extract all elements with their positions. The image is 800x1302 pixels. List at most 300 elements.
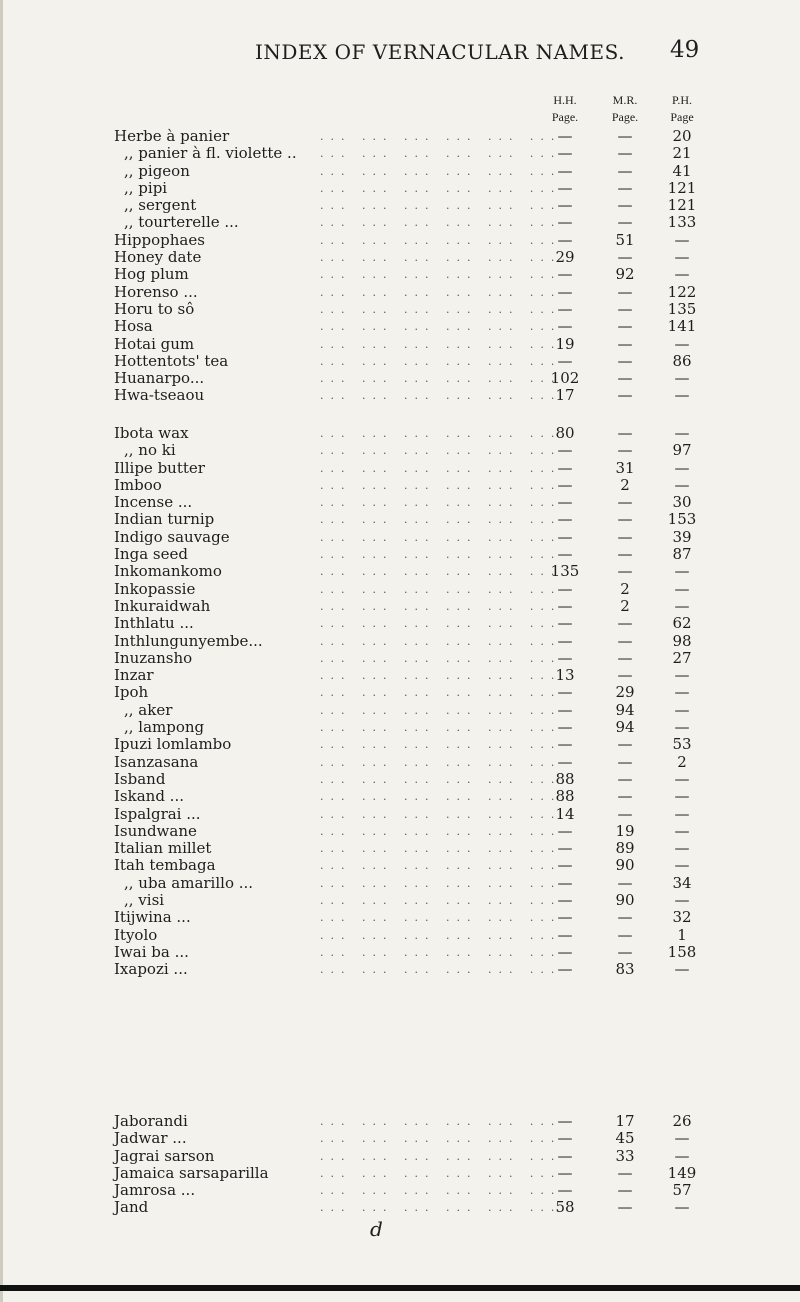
hh-page: — (557, 596, 573, 615)
leader-dots: ... ... ... ... ... ... (320, 147, 562, 161)
ph-page: 122 (667, 282, 697, 301)
leader-dots: ... ... ... ... ... ... (320, 130, 562, 143)
entry-name: Hog plum (114, 265, 189, 284)
hh-page: — (557, 839, 573, 858)
index-entry (0, 232, 800, 249)
entry-name: ,, aker (124, 700, 173, 719)
mr-page: 19 (615, 821, 635, 840)
ph-page: 87 (672, 545, 692, 564)
mr-page: 17 (615, 1112, 635, 1130)
index-entry (0, 1113, 800, 1130)
leader-dots: ... ... ... ... ... ... (320, 876, 562, 890)
entry-name: Jagrai sarson (114, 1146, 215, 1165)
ph-page: 27 (672, 648, 692, 667)
index-entry (0, 684, 800, 701)
ph-page: — (674, 579, 690, 598)
entry-name: Inkopassie (114, 579, 196, 598)
hh-page: — (557, 317, 573, 336)
mr-page: — (617, 317, 633, 336)
mr-page: — (617, 631, 633, 650)
entry-name: Jand (114, 1198, 149, 1217)
index-entry (0, 145, 800, 162)
entry-name: Hwa-tseaou (114, 386, 205, 405)
mr-page: 29 (615, 683, 635, 702)
ph-page: — (674, 856, 690, 875)
index-entry (0, 598, 800, 615)
index-entry (0, 719, 800, 736)
column-header-mr: M.R. (612, 93, 638, 107)
entry-name: Horenso ... (114, 282, 198, 301)
mr-page: — (617, 441, 633, 460)
entry-name: Huanarpo... (114, 369, 205, 388)
mr-page: — (617, 334, 633, 353)
index-entry (0, 318, 800, 335)
mr-page: — (617, 873, 633, 892)
index-entry (0, 736, 800, 753)
entry-name: ,, tourterelle ... (124, 213, 239, 232)
hh-page: — (557, 282, 573, 301)
hh-page: — (557, 821, 573, 840)
mr-page: — (617, 248, 633, 267)
index-entry (0, 875, 800, 892)
hh-page: 14 (555, 804, 575, 823)
ph-page: — (674, 700, 690, 719)
mr-page: — (617, 1181, 633, 1200)
index-section-h (0, 128, 800, 405)
ph-page: 153 (667, 510, 697, 529)
mr-page: — (617, 735, 633, 754)
index-entry (0, 370, 800, 387)
leader-dots: ... ... ... ... ... ... (320, 216, 562, 230)
mr-page: — (617, 527, 633, 546)
entry-name: Indian turnip (114, 510, 215, 529)
entry-name: ,, pigeon (124, 161, 190, 180)
hh-page: — (557, 873, 573, 892)
mr-page: — (617, 144, 633, 163)
mr-page: — (617, 510, 633, 529)
mr-page: — (617, 769, 633, 788)
entry-name: Hippophaes (114, 230, 205, 249)
ph-page: 158 (667, 942, 697, 961)
index-entry (0, 702, 800, 719)
mr-page: — (617, 127, 633, 145)
entry-name: ,, sergent (124, 196, 197, 215)
entry-name: ,, uba amarillo ... (124, 873, 254, 892)
leader-dots: ... ... ... ... ... ... (320, 686, 562, 700)
leader-dots: ... ... ... ... ... ... (320, 669, 562, 683)
hh-page: — (557, 351, 573, 370)
leader-dots: ... ... ... ... ... ... (320, 1149, 562, 1163)
leader-dots: ... ... ... ... ... ... (320, 513, 562, 527)
mr-page: 92 (615, 265, 635, 284)
entry-name: ,, lampong (124, 718, 205, 737)
entry-name: Inuzansho (114, 648, 193, 667)
ph-page: — (674, 718, 690, 737)
index-entry (0, 667, 800, 684)
entry-name: Iskand ... (114, 787, 184, 806)
leader-dots: ... ... ... ... ... ... (320, 738, 562, 752)
index-entry (0, 477, 800, 494)
entry-name: Inkuraidwah (114, 596, 211, 615)
index-entry (0, 180, 800, 197)
leader-dots: ... ... ... ... ... ... (320, 772, 562, 786)
ph-page: 98 (672, 631, 692, 650)
entry-name: Jadwar ... (114, 1129, 187, 1148)
hh-page: — (557, 493, 573, 512)
leader-dots: ... ... ... ... ... ... (320, 807, 562, 821)
entry-name: Honey date (114, 248, 202, 267)
leader-dots: ... ... ... ... ... ... (320, 461, 562, 475)
ph-page: — (674, 386, 690, 405)
leader-dots: ... ... ... ... ... ... (320, 181, 562, 195)
ph-page: 1 (677, 925, 687, 944)
leader-dots: ... ... ... ... ... ... (320, 599, 562, 613)
ph-page: — (674, 562, 690, 581)
entry-name: Indigo sauvage (114, 527, 230, 546)
hh-page: — (557, 161, 573, 180)
hh-page: — (557, 942, 573, 961)
entry-name: Itijwina ... (114, 908, 191, 927)
entry-name: Hottentots' tea (114, 351, 229, 370)
entry-name: Isundwane (114, 821, 197, 840)
ph-page: 26 (672, 1112, 692, 1130)
mr-page: 31 (615, 458, 635, 477)
hh-page: 102 (550, 369, 580, 388)
leader-dots: ... ... ... ... ... ... (320, 354, 562, 368)
index-entry (0, 1165, 800, 1182)
hh-page: — (557, 178, 573, 197)
ph-page: — (674, 369, 690, 388)
mr-page: 2 (620, 475, 630, 494)
ph-page: 121 (667, 178, 697, 197)
hh-page: 19 (555, 334, 575, 353)
hh-page: — (557, 1181, 573, 1200)
leader-dots: ... ... ... ... ... ... (320, 444, 562, 458)
entry-name: Ipoh (114, 683, 149, 702)
mr-page: — (617, 752, 633, 771)
ph-page: 21 (672, 144, 692, 163)
ph-page: 20 (672, 127, 692, 145)
ph-page: — (674, 787, 690, 806)
page-number: 49 (670, 37, 700, 63)
running-head: INDEX OF VERNACULAR NAMES. (255, 40, 625, 64)
index-entry (0, 529, 800, 546)
mr-page: 51 (615, 230, 635, 249)
ph-page: — (674, 248, 690, 267)
mr-page: — (617, 386, 633, 405)
leader-dots: ... ... ... ... ... ... (320, 285, 562, 299)
index-entry (0, 581, 800, 598)
index-section-j (0, 1113, 800, 1217)
mr-page: — (617, 787, 633, 806)
column-subheader-mr: Page. (611, 110, 639, 124)
ph-page: — (674, 839, 690, 858)
column-header-hh: H.H. (553, 93, 577, 107)
ph-page: — (674, 891, 690, 910)
mr-page: — (617, 648, 633, 667)
leader-dots: ... ... ... ... ... ... (320, 251, 562, 265)
entry-name: Inzar (114, 666, 154, 685)
hh-page: — (557, 631, 573, 650)
leader-dots: ... ... ... ... ... ... (320, 565, 562, 579)
hh-page: — (557, 718, 573, 737)
mr-page: — (617, 493, 633, 512)
hh-page: 17 (555, 386, 575, 405)
ph-page: 2 (677, 752, 687, 771)
ph-page: 57 (672, 1181, 692, 1200)
mr-page: — (617, 369, 633, 388)
index-entry (0, 961, 800, 978)
entry-name: Inkomankomo (114, 562, 222, 581)
leader-dots: ... ... ... ... ... ... (320, 755, 562, 769)
entry-name: Ipuzi lomlambo (114, 735, 232, 754)
mr-page: — (617, 562, 633, 581)
ph-page: — (674, 683, 690, 702)
hh-page: — (557, 960, 573, 979)
hh-page: — (557, 1146, 573, 1165)
leader-dots: ... ... ... ... ... ... (320, 268, 562, 282)
index-entry (0, 442, 800, 459)
leader-dots: ... ... ... ... ... ... (320, 859, 562, 873)
hh-page: 13 (555, 666, 575, 685)
index-entry (0, 301, 800, 318)
entry-name: Ityolo (114, 925, 158, 944)
index-entry (0, 284, 800, 301)
mr-page: 2 (620, 579, 630, 598)
index-entry (0, 633, 800, 650)
hh-page: — (557, 527, 573, 546)
leader-dots: ... ... ... ... ... ... (320, 945, 562, 959)
entry-name: Isanzasana (114, 752, 199, 771)
index-entry (0, 944, 800, 961)
ph-page: — (674, 458, 690, 477)
mr-page: 94 (615, 718, 635, 737)
hh-page: 29 (555, 248, 575, 267)
index-entry (0, 249, 800, 266)
mr-page: — (617, 196, 633, 215)
hh-page: — (557, 614, 573, 633)
hh-page: — (557, 856, 573, 875)
index-entry (0, 197, 800, 214)
leader-dots: ... ... ... ... ... ... (320, 1132, 562, 1146)
index-entry (0, 1199, 800, 1216)
entry-name: Hotai gum (114, 334, 195, 353)
hh-page: — (557, 510, 573, 529)
ph-page: 53 (672, 735, 692, 754)
index-entry (0, 771, 800, 788)
ph-page: 149 (667, 1163, 697, 1182)
leader-dots: ... ... ... ... ... ... (320, 199, 562, 213)
entry-name: Ibota wax (114, 424, 189, 442)
hh-page: 80 (555, 424, 575, 442)
index-entry (0, 387, 800, 404)
index-entry (0, 909, 800, 926)
leader-dots: ... ... ... ... ... ... (320, 320, 562, 334)
hh-page: — (557, 1163, 573, 1182)
entry-name: Illipe butter (114, 458, 205, 477)
ph-page: 97 (672, 441, 692, 460)
mr-page: — (617, 213, 633, 232)
entry-name: Isband (114, 769, 166, 788)
ph-page: 39 (672, 527, 692, 546)
index-entry (0, 511, 800, 528)
hh-page: — (557, 752, 573, 771)
hh-page: — (557, 545, 573, 564)
leader-dots: ... ... ... ... ... ... (320, 582, 562, 596)
ph-page: 135 (667, 299, 697, 318)
index-entry (0, 806, 800, 823)
ph-page: — (674, 804, 690, 823)
leader-dots: ... ... ... ... ... ... (320, 894, 562, 908)
hh-page: — (557, 475, 573, 494)
hh-page: 88 (555, 787, 575, 806)
hh-page: 58 (555, 1198, 575, 1217)
index-entry (0, 840, 800, 857)
mr-page: — (617, 545, 633, 564)
hh-page: — (557, 299, 573, 318)
ph-page: 34 (672, 873, 692, 892)
leader-dots: ... ... ... ... ... ... (320, 721, 562, 735)
ph-page: — (674, 230, 690, 249)
hh-page: — (557, 458, 573, 477)
mr-page: — (617, 161, 633, 180)
leader-dots: ... ... ... ... ... ... (320, 703, 562, 717)
mr-page: — (617, 1163, 633, 1182)
hh-page: — (557, 735, 573, 754)
index-entry (0, 892, 800, 909)
column-subheader-ph: Page (670, 110, 694, 124)
leader-dots: ... ... ... ... ... ... (320, 1201, 562, 1215)
index-entry (0, 353, 800, 370)
index-entry (0, 1148, 800, 1165)
index-entry (0, 615, 800, 632)
entry-name: Inthlungunyembe... (114, 631, 263, 650)
bottom-rule (0, 1285, 800, 1291)
index-entry (0, 927, 800, 944)
entry-name: ,, no ki (124, 441, 176, 460)
ph-page: — (674, 265, 690, 284)
leader-dots: ... ... ... ... ... ... (320, 372, 562, 386)
mr-page: — (617, 942, 633, 961)
hh-page: — (557, 648, 573, 667)
mr-page: 33 (615, 1146, 635, 1165)
mr-page: 89 (615, 839, 635, 858)
hh-page: — (557, 441, 573, 460)
index-section-i (0, 425, 800, 979)
entry-name: Jaborandi (114, 1112, 188, 1130)
index-entry (0, 754, 800, 771)
mr-page: — (617, 666, 633, 685)
leader-dots: ... ... ... ... ... ... (320, 233, 562, 247)
ph-page: 141 (667, 317, 697, 336)
index-entry (0, 1182, 800, 1199)
entry-name: Horu to sô (114, 299, 195, 318)
ph-page: 32 (672, 908, 692, 927)
index-entry (0, 128, 800, 145)
hh-page: — (557, 891, 573, 910)
leader-dots: ... ... ... ... ... ... (320, 389, 562, 403)
hh-page: — (557, 230, 573, 249)
index-entry (0, 563, 800, 580)
mr-page: — (617, 908, 633, 927)
ph-page: — (674, 769, 690, 788)
ph-page: — (674, 1146, 690, 1165)
ph-page: 30 (672, 493, 692, 512)
ph-page: — (674, 960, 690, 979)
hh-page: — (557, 925, 573, 944)
entry-name: Italian millet (114, 839, 212, 858)
mr-page: 90 (615, 856, 635, 875)
mr-page: — (617, 424, 633, 442)
leader-dots: ... ... ... ... ... ... (320, 427, 562, 440)
hh-page: — (557, 144, 573, 163)
leader-dots: ... ... ... ... ... ... (320, 824, 562, 838)
entry-name: Jamrosa ... (114, 1181, 196, 1200)
entry-name: Herbe à panier (114, 127, 230, 145)
index-entry (0, 214, 800, 231)
mr-page: — (617, 351, 633, 370)
entry-name: Ixapozi ... (114, 960, 188, 979)
index-entry (0, 650, 800, 667)
mr-page: 83 (615, 960, 635, 979)
leader-dots: ... ... ... ... ... ... (320, 790, 562, 804)
mr-page: — (617, 614, 633, 633)
leader-dots: ... ... ... ... ... ... (320, 1115, 562, 1128)
signature-mark: d (370, 1217, 383, 1241)
index-entry (0, 460, 800, 477)
index-entry (0, 823, 800, 840)
mr-page: 94 (615, 700, 635, 719)
entry-name: Jamaica sarsaparilla (114, 1163, 269, 1182)
entry-name: ,, pipi (124, 178, 168, 197)
mr-page: 2 (620, 596, 630, 615)
leader-dots: ... ... ... ... ... ... (320, 496, 562, 510)
ph-page: — (674, 821, 690, 840)
hh-page: — (557, 265, 573, 284)
leader-dots: ... ... ... ... ... ... (320, 842, 562, 856)
index-entry (0, 857, 800, 874)
leader-dots: ... ... ... ... ... ... (320, 164, 562, 178)
ph-page: 41 (672, 161, 692, 180)
leader-dots: ... ... ... ... ... ... (320, 1166, 562, 1180)
entry-name: ,, panier à fl. violette .. (124, 144, 297, 163)
ph-page: — (674, 1198, 690, 1217)
entry-name: Iwai ba ... (114, 942, 189, 961)
hh-page: — (557, 196, 573, 215)
hh-page: — (557, 213, 573, 232)
hh-page: — (557, 1112, 573, 1130)
index-entry (0, 425, 800, 442)
ph-page: — (674, 1129, 690, 1148)
index-entry (0, 1130, 800, 1147)
leader-dots: ... ... ... ... ... ... (320, 478, 562, 492)
ph-page: 121 (667, 196, 697, 215)
index-entry (0, 494, 800, 511)
hh-page: — (557, 700, 573, 719)
entry-name: Inthlatu ... (114, 614, 194, 633)
ph-page: 62 (672, 614, 692, 633)
column-subheader-hh: Page. (551, 110, 579, 124)
column-header-ph: P.H. (671, 93, 692, 107)
mr-page: 90 (615, 891, 635, 910)
mr-page: — (617, 804, 633, 823)
mr-page: 45 (615, 1129, 635, 1148)
leader-dots: ... ... ... ... ... ... (320, 1184, 562, 1198)
index-entry (0, 266, 800, 283)
ph-page: — (674, 334, 690, 353)
ph-page: 86 (672, 351, 692, 370)
leader-dots: ... ... ... ... ... ... (320, 928, 562, 942)
